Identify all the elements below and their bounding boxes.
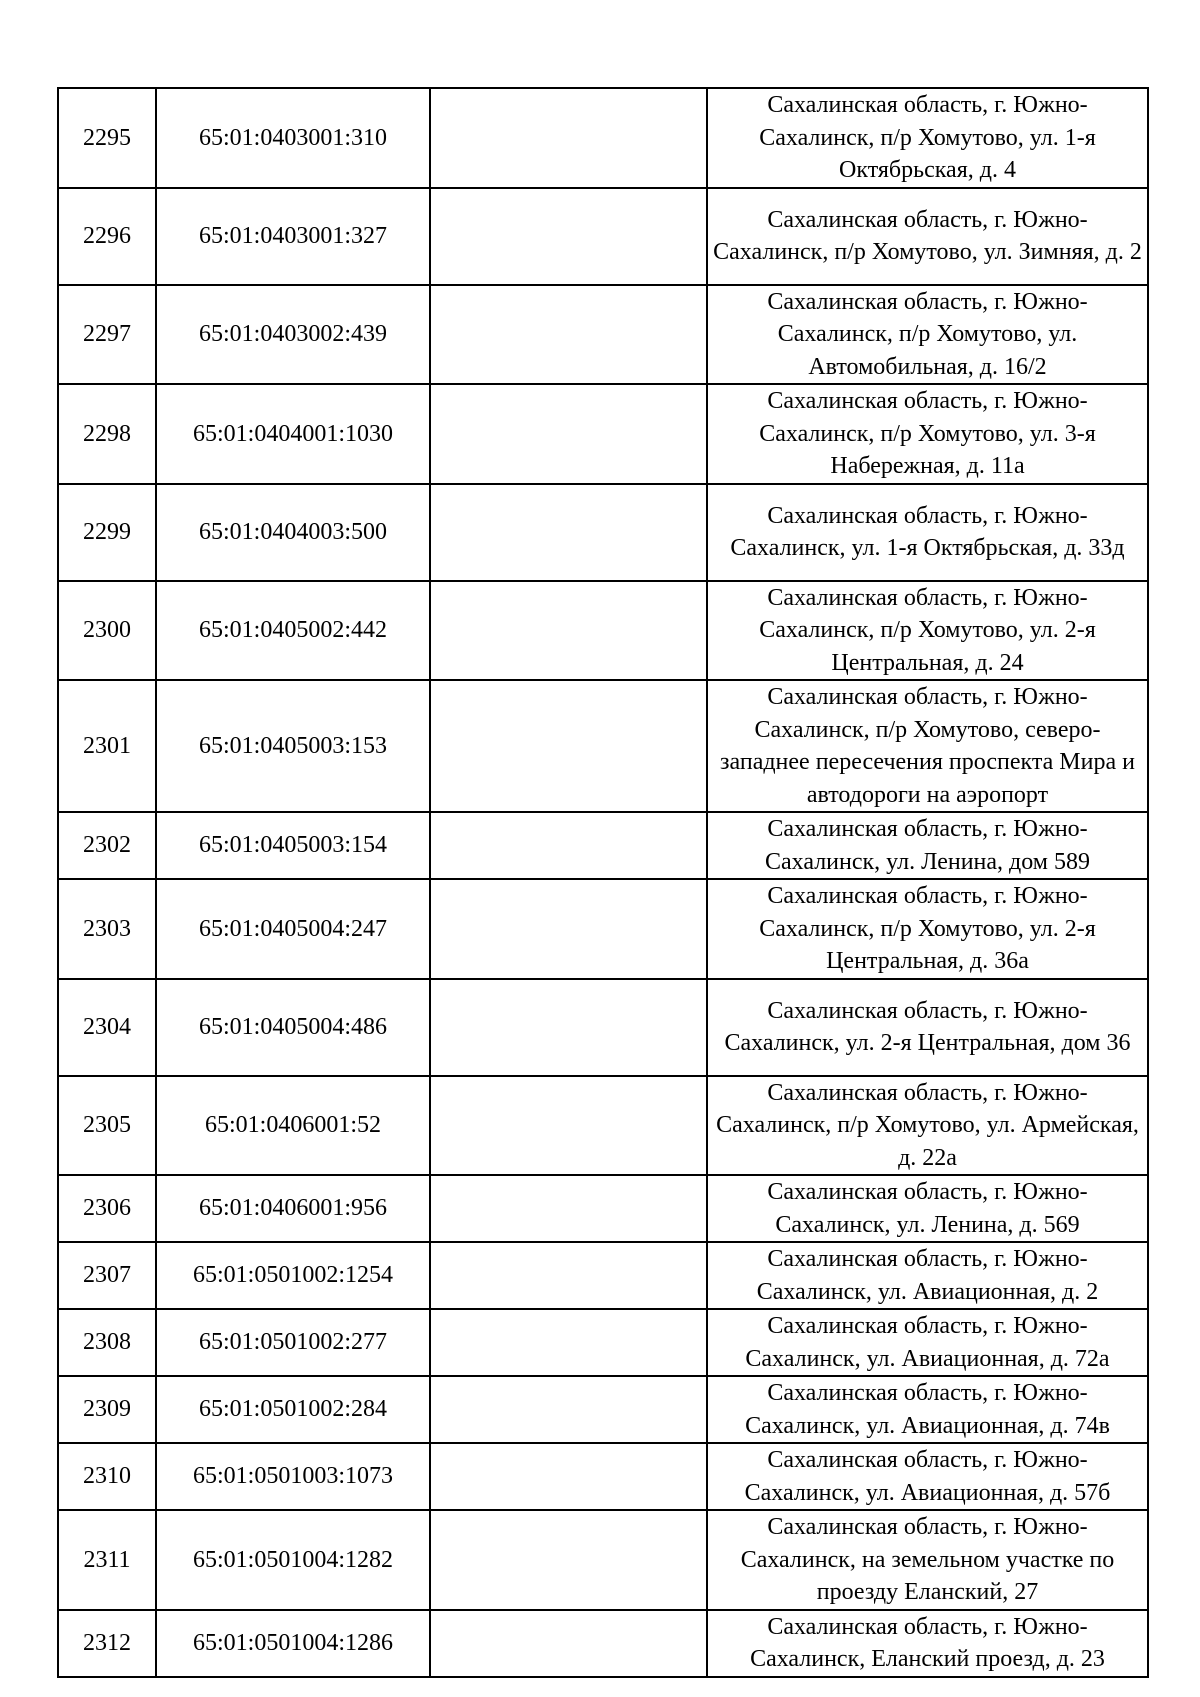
object-name-cell (430, 188, 707, 285)
object-name-cell (430, 879, 707, 979)
row-number-cell: 2302 (58, 812, 156, 879)
table-row (58, 979, 1148, 1076)
object-name-cell (430, 1175, 707, 1242)
table-row (58, 812, 1148, 879)
row-number-cell: 2309 (58, 1376, 156, 1443)
address-cell: Сахалинская область, г. Южно-Сахалинск, п/р Хомутово, северо-западнее пересечения проспекта Мира и автодороги на аэропорт (707, 680, 1148, 812)
row-number-cell: 2298 (58, 384, 156, 484)
cadastral-number-cell: 65:01:0501002:277 (156, 1309, 430, 1376)
table-row (58, 879, 1148, 979)
row-number-cell: 2311 (58, 1510, 156, 1610)
object-name-cell (430, 680, 707, 812)
cadastral-number-cell: 65:01:0406001:956 (156, 1175, 430, 1242)
address-cell: Сахалинская область, г. Южно-Сахалинск, ул. Авиационная, д. 72а (707, 1309, 1148, 1376)
cadastral-number-cell: 65:01:0405003:154 (156, 812, 430, 879)
object-name-cell (430, 1242, 707, 1309)
object-name-cell (430, 1076, 707, 1176)
object-name-cell (430, 812, 707, 879)
address-cell: Сахалинская область, г. Южно-Сахалинск, п/р Хомутово, ул. Зимняя, д. 2 (707, 188, 1148, 285)
row-number-cell: 2307 (58, 1242, 156, 1309)
address-cell: Сахалинская область, г. Южно-Сахалинск, ул. Авиационная, д. 57б (707, 1443, 1148, 1510)
row-number-cell: 2301 (58, 680, 156, 812)
row-number-cell: 2299 (58, 484, 156, 581)
row-number-cell: 2300 (58, 581, 156, 681)
address-cell: Сахалинская область, г. Южно-Сахалинск, ул. Авиационная, д. 2 (707, 1242, 1148, 1309)
cadastral-number-cell: 65:01:0404001:1030 (156, 384, 430, 484)
object-name-cell (430, 1376, 707, 1443)
object-name-cell (430, 285, 707, 385)
cadastral-number-cell: 65:01:0406001:52 (156, 1076, 430, 1176)
address-cell: Сахалинская область, г. Южно-Сахалинск, п/р Хомутово, ул. Армейская, д. 22а (707, 1076, 1148, 1176)
table-row (58, 581, 1148, 681)
object-name-cell (430, 979, 707, 1076)
table-row (58, 484, 1148, 581)
row-number-cell: 2297 (58, 285, 156, 385)
object-name-cell (430, 1610, 707, 1677)
address-cell: Сахалинская область, г. Южно-Сахалинск, п/р Хомутово, ул. 3-я Набережная, д. 11а (707, 384, 1148, 484)
object-name-cell (430, 1510, 707, 1610)
table-row (58, 1175, 1148, 1242)
table-row (58, 1610, 1148, 1677)
cadastral-number-cell: 65:01:0501004:1282 (156, 1510, 430, 1610)
address-cell: Сахалинская область, г. Южно-Сахалинск, ул. Ленина, д. 569 (707, 1175, 1148, 1242)
table-row (58, 1076, 1148, 1176)
table-row (58, 1510, 1148, 1610)
row-number-cell: 2295 (58, 88, 156, 188)
cadastral-number-cell: 65:01:0403001:310 (156, 88, 430, 188)
address-cell: Сахалинская область, г. Южно-Сахалинск, ул. 2-я Центральная, дом 36 (707, 979, 1148, 1076)
address-cell: Сахалинская область, г. Южно-Сахалинск, п/р Хомутово, ул. 2-я Центральная, д. 36а (707, 879, 1148, 979)
address-cell: Сахалинская область, г. Южно-Сахалинск, ул. Авиационная, д. 74в (707, 1376, 1148, 1443)
address-cell: Сахалинская область, г. Южно-Сахалинск, на земельном участке по проезду Еланский, 27 (707, 1510, 1148, 1610)
row-number-cell: 2303 (58, 879, 156, 979)
row-number-cell: 2304 (58, 979, 156, 1076)
table-row (58, 1242, 1148, 1309)
cadastral-number-cell: 65:01:0501004:1286 (156, 1610, 430, 1677)
object-name-cell (430, 484, 707, 581)
address-cell: Сахалинская область, г. Южно-Сахалинск, п/р Хомутово, ул. 1-я Октябрьская, д. 4 (707, 88, 1148, 188)
table-row (58, 88, 1148, 188)
table-row (58, 188, 1148, 285)
cadastral-number-cell: 65:01:0501002:1254 (156, 1242, 430, 1309)
address-cell: Сахалинская область, г. Южно-Сахалинск, п/р Хомутово, ул. 2-я Центральная, д. 24 (707, 581, 1148, 681)
address-cell: Сахалинская область, г. Южно-Сахалинск, ул. Ленина, дом 589 (707, 812, 1148, 879)
cadastral-number-cell: 65:01:0405004:247 (156, 879, 430, 979)
table-row (58, 1443, 1148, 1510)
row-number-cell: 2305 (58, 1076, 156, 1176)
row-number-cell: 2310 (58, 1443, 156, 1510)
row-number-cell: 2296 (58, 188, 156, 285)
object-name-cell (430, 581, 707, 681)
address-cell: Сахалинская область, г. Южно-Сахалинск, ул. 1-я Октябрьская, д. 33д (707, 484, 1148, 581)
object-name-cell (430, 88, 707, 188)
cadastral-number-cell: 65:01:0501003:1073 (156, 1443, 430, 1510)
table-row (58, 1309, 1148, 1376)
cadastral-number-cell: 65:01:0405004:486 (156, 979, 430, 1076)
address-cell: Сахалинская область, г. Южно-Сахалинск, п/р Хомутово, ул. Автомобильная, д. 16/2 (707, 285, 1148, 385)
object-name-cell (430, 1443, 707, 1510)
row-number-cell: 2312 (58, 1610, 156, 1677)
object-name-cell (430, 1309, 707, 1376)
cadastral-number-cell: 65:01:0404003:500 (156, 484, 430, 581)
cadastral-number-cell: 65:01:0403002:439 (156, 285, 430, 385)
table-row (58, 384, 1148, 484)
cadastral-number-cell: 65:01:0501002:284 (156, 1376, 430, 1443)
registry-table-body (58, 88, 1148, 1677)
row-number-cell: 2308 (58, 1309, 156, 1376)
cadastral-number-cell: 65:01:0405002:442 (156, 581, 430, 681)
row-number-cell: 2306 (58, 1175, 156, 1242)
table-row (58, 285, 1148, 385)
cadastral-number-cell: 65:01:0405003:153 (156, 680, 430, 812)
registry-table (57, 87, 1149, 1678)
cadastral-number-cell: 65:01:0403001:327 (156, 188, 430, 285)
table-row (58, 680, 1148, 812)
object-name-cell (430, 384, 707, 484)
address-cell: Сахалинская область, г. Южно-Сахалинск, Еланский проезд, д. 23 (707, 1610, 1148, 1677)
table-row (58, 1376, 1148, 1443)
